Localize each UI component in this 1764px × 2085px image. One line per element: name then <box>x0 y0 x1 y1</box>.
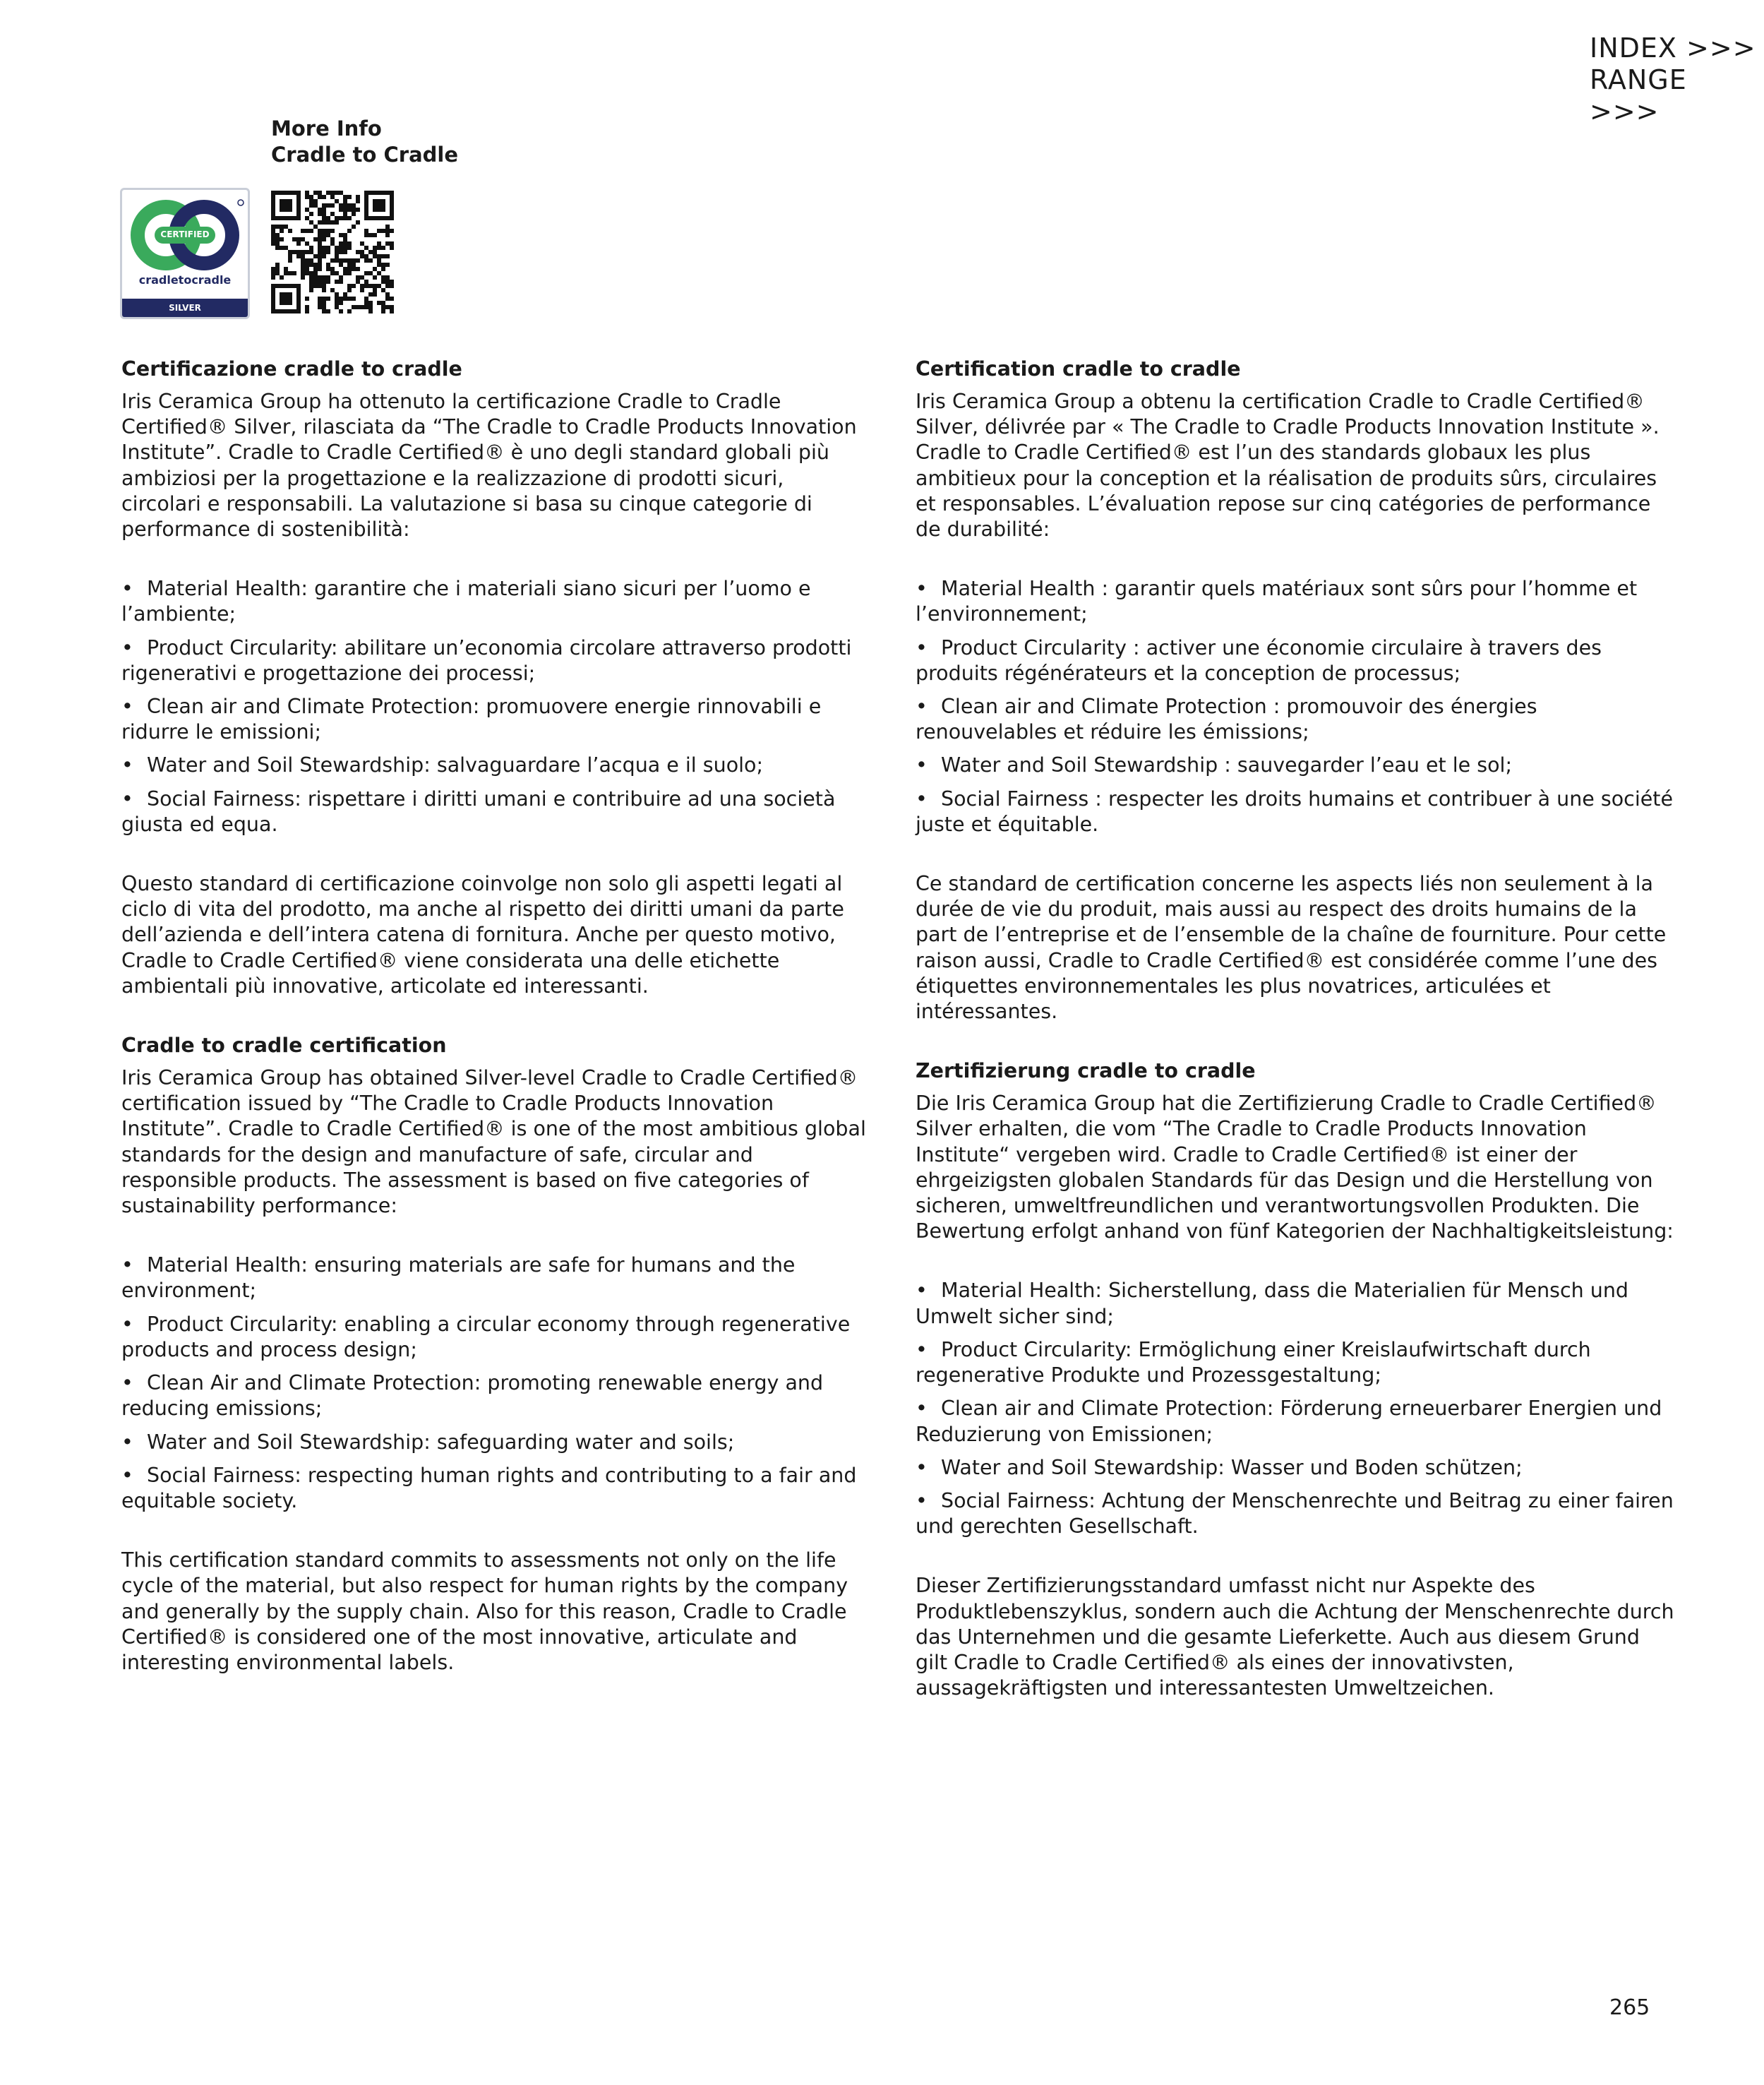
section-outro: This certification standard commits to assessments not only on the life cycle of the material, but also respect for human rights by the company and generally by the supply chain. Also for this reason, Cradle to Cradle Certified® is considered one of the most innovative, articulate and interesting environmental labels. <box>121 1548 848 1674</box>
list-item: • Social Fairness: respecting human rights and contributing to a fair and equitable society. <box>121 1463 870 1514</box>
section-intro: Iris Ceramica Group a obtenu la certification Cradle to Cradle Certified® Silver, délivrée par « The Cradle to Cradle Products Innovation Institute ». Cradle to Cradle Certified® est l’un des standards globaux les plus ambitieux pour la conception et la réalisation de produits sûrs, circulaires et responsables. L’évaluation repose sur cinq catégories de performance de durabilité: <box>916 390 1660 542</box>
list-item: • Product Circularity: enabling a circular economy through regenerative products and process design; <box>121 1312 870 1363</box>
cradle-to-cradle-certified-logo <box>120 188 250 319</box>
criteria-list <box>121 576 870 837</box>
index-link[interactable]: INDEX >>> <box>1590 32 1756 64</box>
list-item: • Material Health : garantir quels matériaux sont sûrs pour l’homme et l’environnement; <box>916 576 1674 627</box>
badge-level: SILVER <box>122 299 248 317</box>
page-number: 265 <box>1609 1995 1650 2020</box>
list-item: • Water and Soil Stewardship: safeguarding water and soils; <box>121 1430 870 1455</box>
range-link[interactable]: RANGE >>> <box>1590 64 1687 127</box>
badge-brand-name: cradletocradle <box>138 273 232 287</box>
top-navigation <box>1590 32 1764 128</box>
section-title: Certification cradle to cradle <box>916 357 1241 381</box>
section-intro: Iris Ceramica Group ha ottenuto la certificazione Cradle to Cradle Certified® Silver, rilasciata da “The Cradle to Cradle Products Innovation Institute”. Cradle to Cradle Certified® è uno degli standard globali più ambiziosi per la progettazione e la realizzazione di prodotti sicuri, circolari e responsabili. La valutazione si basa su cinque categorie di performance di sostenibilità: <box>121 390 857 542</box>
list-item: • Water and Soil Stewardship: salvaguardare l’acqua e il suolo; <box>121 753 870 778</box>
list-item: • Clean air and Climate Protection: Förderung erneuerbarer Energien und Reduzierung von Emissionen; <box>916 1396 1674 1447</box>
list-item: • Product Circularity : activer une économie circulaire à travers des produits régénérateurs et la conception de processus; <box>916 635 1674 686</box>
section-outro: Dieser Zertifizierungsstandard umfasst nicht nur Aspekte des Produktlebenszyklus, sondern auch die Achtung der Menschenrechte durch das Unternehmen und die gesamte Lieferkette. Auch aus diesem Grund gilt Cradle to Cradle Certified® als eines der innovativsten, aussagekräftigsten und interessantesten Umweltzeichen. <box>916 1574 1674 1700</box>
section-intro: Iris Ceramica Group has obtained Silver-level Cradle to Cradle Certified® certification issued by “The Cradle to Cradle Products Innovation Institute”. Cradle to Cradle Certified® is one of the most ambitious global standards for the design and manufacture of safe, circular and responsible products. The assessment is based on five categories of sustainability performance: <box>121 1066 866 1218</box>
section-title: Cradle to cradle certification <box>121 1034 447 1058</box>
criteria-list <box>121 1253 870 1514</box>
french-section <box>916 357 1674 1024</box>
list-item: • Material Health: Sicherstellung, dass die Materialien für Mensch und Umwelt sicher sind; <box>916 1278 1674 1329</box>
section-outro: Questo standard di certificazione coinvolge non solo gli aspetti legati al ciclo di vita del prodotto, ma anche al rispetto dei diritti umani da parte dell’azienda e dell’intera catena di fornitura. Anche per questo motivo, Cradle to Cradle Certified® viene considerata una delle etichette ambientali più innovative, articolate ed interessanti. <box>121 872 844 998</box>
list-item: • Clean air and Climate Protection: promuovere energie rinnovabili e ridurre le emissioni; <box>121 694 870 745</box>
criteria-list <box>916 1278 1674 1539</box>
right-column <box>916 357 1674 1701</box>
badge-certified-label: CERTIFIED <box>160 229 210 239</box>
list-item: • Material Health: ensuring materials are safe for humans and the environment; <box>121 1253 870 1303</box>
list-item: • Clean Air and Climate Protection: promoting renewable energy and reducing emissions; <box>121 1370 870 1421</box>
section-title: Certificazione cradle to cradle <box>121 357 462 381</box>
section-outro: Ce standard de certification concerne les aspects liés non seulement à la durée de vie du produit, mais aussi au respect des droits humains de la part de l’entreprise et de l’ensemble de la chaîne de fourniture. Pour cette raison aussi, Cradle to Cradle Certified® est considérée comme l’une des étiquettes environnementales les plus novatrices, articulées et intéressantes. <box>916 872 1667 1024</box>
list-item: • Social Fairness: rispettare i diritti umani e contribuire ad una società giusta ed equa. <box>121 787 870 837</box>
qr-code-icon[interactable] <box>271 191 394 313</box>
more-info-heading <box>271 116 458 168</box>
section-intro: Die Iris Ceramica Group hat die Zertifizierung Cradle to Cradle Certified® Silver erhalten, die vom “The Cradle to Cradle Products Innovation Institute“ vergeben wird. Cradle to Cradle Certified® ist einer der ehrgeizigsten globalen Standards für das Design und die Herstellung von sicheren, umweltfreundlichen und verantwortungsvollen Produkten. Die Bewertung erfolgt anhand von fünf Kategorien der Nachhaltigkeitsleistung: <box>916 1092 1674 1243</box>
left-column <box>121 357 870 1675</box>
list-item: • Material Health: garantire che i materiali siano sicuri per l’uomo e l’ambiente; <box>121 576 870 627</box>
italian-section <box>121 357 870 999</box>
list-item: • Clean air and Climate Protection : promouvoir des énergies renouvelables et réduire les émissions; <box>916 694 1674 745</box>
german-section <box>916 1058 1674 1701</box>
more-info-line1: More Info <box>271 117 382 141</box>
list-item: • Social Fairness : respecter les droits humains et contribuer à une société juste et équitable. <box>916 787 1674 837</box>
english-section <box>121 1033 870 1675</box>
list-item: • Product Circularity: abilitare un’economia circolare attraverso prodotti rigenerativi e progettazione dei processi; <box>121 635 870 686</box>
list-item: • Social Fairness: Achtung der Menschenrechte und Beitrag zu einer fairen und gerechten Gesellschaft. <box>916 1488 1674 1539</box>
list-item: • Product Circularity: Ermöglichung einer Kreislaufwirtschaft durch regenerative Produkte und Prozessgestaltung; <box>916 1337 1674 1388</box>
list-item: • Water and Soil Stewardship: Wasser und Boden schützen; <box>916 1455 1674 1481</box>
list-item: • Water and Soil Stewardship : sauvegarder l’eau et le sol; <box>916 753 1674 778</box>
more-info-line2: Cradle to Cradle <box>271 143 459 167</box>
section-title: Zertifizierung cradle to cradle <box>916 1059 1256 1083</box>
criteria-list <box>916 576 1674 837</box>
infinity-logo-icon <box>122 190 248 317</box>
